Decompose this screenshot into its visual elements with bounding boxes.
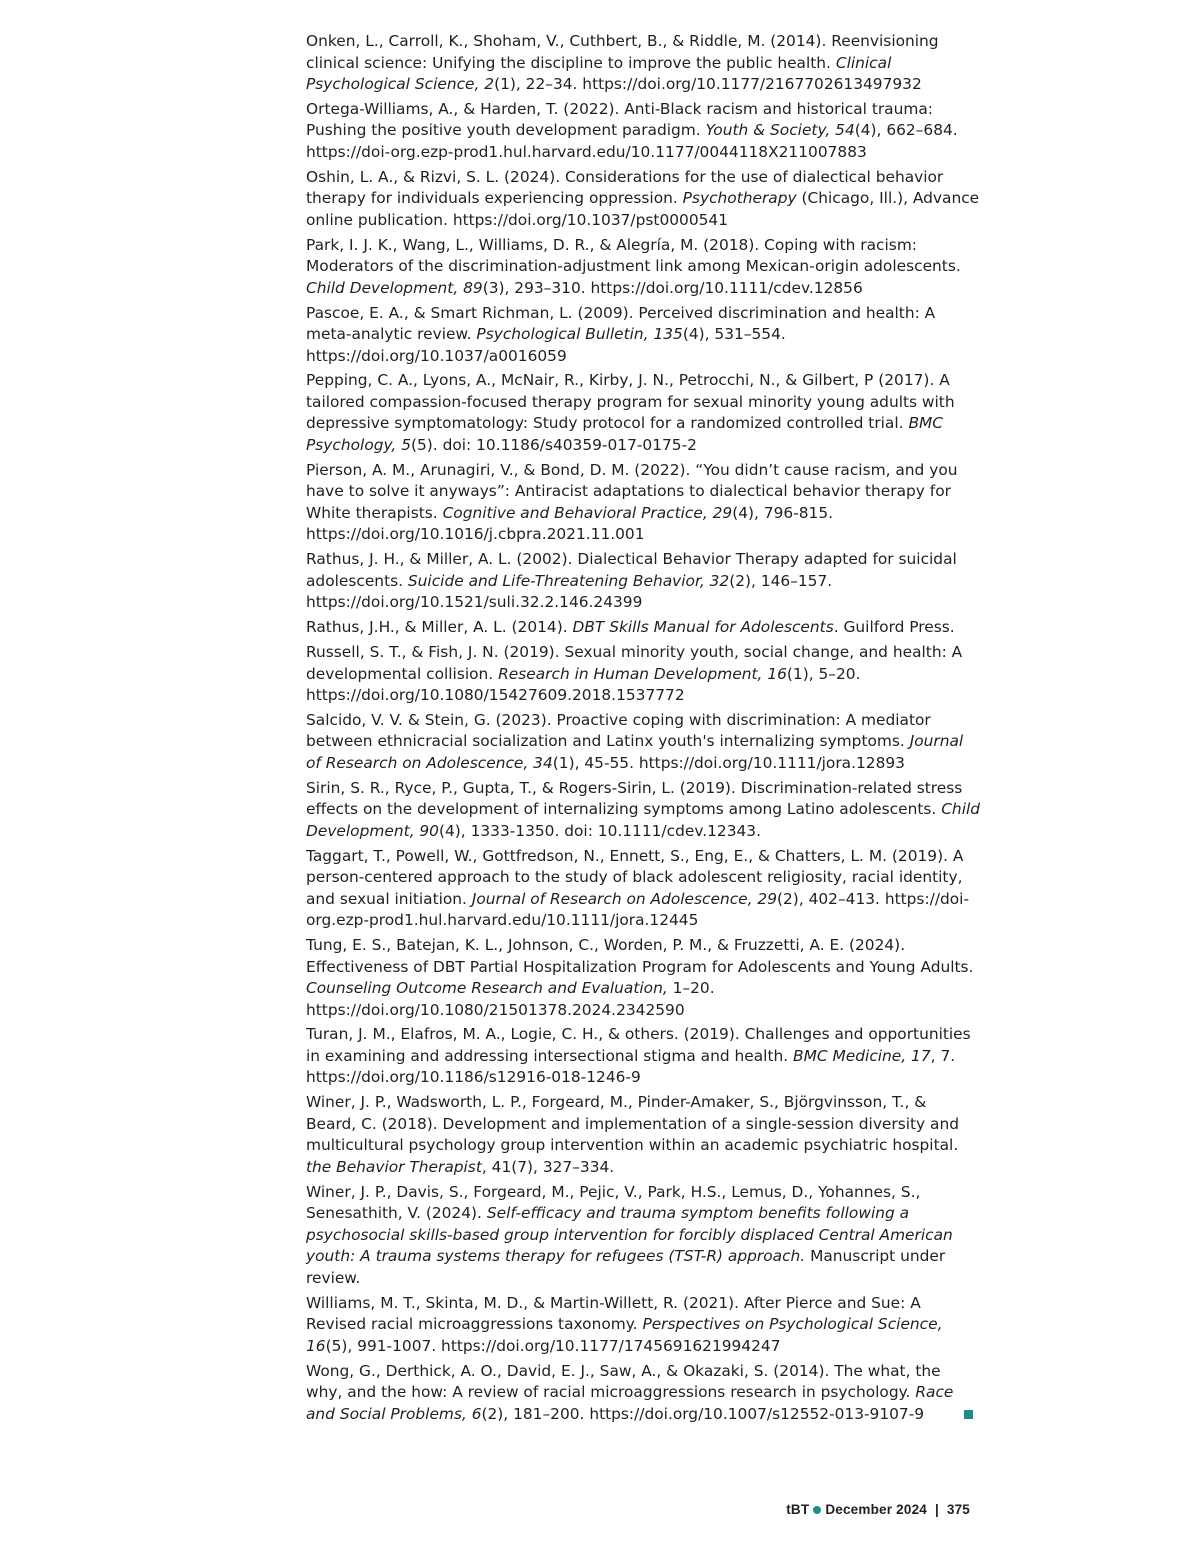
reference-source-title: Clinical Psychological Science, 2 [306, 53, 892, 93]
reference-text: , 7. https://doi.org/10.1186/s12916-018-1246-9 [306, 1046, 956, 1087]
reference-text: (1), 22–34. https://doi.org/10.1177/2167702613497932 [494, 75, 922, 93]
end-of-article-square-icon [964, 1410, 973, 1419]
reference-entry-sirin [306, 778, 980, 843]
reference-entry-pierson [306, 460, 980, 546]
reference-source-title: Child Development, 90 [306, 800, 981, 840]
reference-text: Manuscript under review. [306, 1247, 946, 1287]
reference-source-title: Journal of Research on Adolescence, 34 [306, 732, 964, 772]
footer-separator: | [934, 1502, 939, 1517]
page-footer [786, 1502, 970, 1517]
reference-entry-onken [306, 31, 980, 96]
reference-entry-rathus2002 [306, 549, 980, 614]
reference-text: , 41(7), 327–334. [481, 1157, 615, 1176]
reference-text: (5), 991-1007. https://doi.org/10.1177/1745691621994247 [325, 1336, 781, 1355]
reference-source-title: Suicide and Life-Threatening Behavior, 32 [407, 571, 730, 590]
reference-text: . Guilford Press. [833, 618, 955, 637]
reference-source-title: Self-efficacy and trauma symptom benefits following a psychosocial skills-based group intervention for forcibly displaced Central American youth: A trauma systems therapy for refugees (TST-R) approach. [306, 1204, 953, 1266]
reference-source-title: Perspectives on Psychological Science, 16 [306, 1315, 943, 1355]
reference-entry-rathus2014 [306, 617, 980, 639]
footer-dot-icon [813, 1506, 821, 1514]
reference-entry-pepping [306, 370, 980, 456]
reference-entry-pascoe [306, 303, 980, 368]
reference-entry-winer2018 [306, 1092, 980, 1178]
reference-text: Winer, J. P., Wadsworth, L. P., Forgeard, M., Pinder-Amaker, S., Björgvinsson, T., & Beard, C. (2018). Development and implementation of a single-session diversity and multicultural psychology group intervention within an academic psychiatric hospital. [306, 1093, 960, 1155]
reference-text: (2), 146–157. https://doi.org/10.1521/suli.32.2.146.24399 [306, 571, 833, 612]
reference-text: Sirin, S. R., Ryce, P., Gupta, T., & Rogers-Sirin, L. (2019). Discrimination-related stress effects on the development of internalizing symptoms among Latino adolescents. [306, 778, 963, 819]
reference-text: 1–20. https://doi.org/10.1080/21501378.2024.2342590 [306, 979, 715, 1019]
reference-text: (4), 796-815. https://doi.org/10.1016/j.cbpra.2021.11.001 [306, 503, 834, 544]
reference-entry-russell [306, 642, 980, 707]
reference-entry-winer2024 [306, 1182, 980, 1290]
reference-text: (5). doi: 10.1186/s40359-017-0175-2 [411, 435, 697, 454]
reference-text: (2), 402–413. https://doi-org.ezp-prod1.hul.harvard.edu/10.1111/jora.12445 [306, 889, 970, 930]
reference-source-title: Youth & Society, 54 [705, 121, 855, 140]
reference-entry-park [306, 235, 980, 300]
footer-issue: December 2024 [825, 1502, 927, 1517]
reference-source-title: Psychological Bulletin, 135 [476, 325, 683, 344]
reference-entry-oshin [306, 167, 980, 232]
reference-entry-salcido [306, 710, 980, 775]
reference-source-title: Journal of Research on Adolescence, 29 [471, 889, 778, 908]
reference-text: Oshin, L. A., & Rizvi, S. L. (2024). Considerations for the use of dialectical behavior therapy for individuals experiencing oppression. [306, 167, 944, 208]
reference-text: (4), 662–684. https://doi-org.ezp-prod1.hul.harvard.edu/10.1177/0044118X211007883 [306, 121, 958, 161]
footer-page-number: 375 [946, 1502, 970, 1517]
reference-text: (1), 45-55. https://doi.org/10.1111/jora.12893 [552, 753, 905, 772]
reference-list [306, 31, 980, 1428]
reference-entry-tung [306, 935, 980, 1021]
reference-text: Wong, G., Derthick, A. O., David, E. J., Saw, A., & Okazaki, S. (2014). The what, the why, and the how: A review of racial microaggressions research in psychology. [306, 1361, 941, 1402]
reference-text: Park, I. J. K., Wang, L., Williams, D. R., & Alegría, M. (2018). Coping with racism: Moderators of the discrimination-adjustment link among Mexican-origin adolescents. [306, 235, 961, 276]
reference-text: Williams, M. T., Skinta, M. D., & Martin-Willett, R. (2021). After Pierce and Sue: A Revised racial microaggressions taxonomy. [306, 1293, 921, 1334]
reference-source-title: Cognitive and Behavioral Practice, 29 [442, 503, 733, 522]
reference-entry-wong [306, 1361, 980, 1426]
reference-text: Rathus, J. H., & Miller, A. L. (2002). Dialectical Behavior Therapy adapted for suicidal adolescents. [306, 550, 957, 590]
reference-text: Onken, L., Carroll, K., Shoham, V., Cuthbert, B., & Riddle, M. (2014). Reenvisioning clinical science: Unifying the discipline to improve the public health. [306, 32, 939, 72]
reference-source-title: Psychotherapy [682, 189, 797, 208]
reference-entry-williams [306, 1293, 980, 1358]
reference-entry-taggart [306, 846, 980, 932]
reference-text: (2), 181–200. https://doi.org/10.1007/s12552-013-9107-9 [481, 1404, 925, 1423]
reference-text: Pierson, A. M., Arunagiri, V., & Bond, D. M. (2022). “You didn’t cause racism, and you have to solve it anyways”: Antiracist adaptations to dialectical behavior therapy for White therapists. [306, 460, 958, 522]
reference-text: Turan, J. M., Elafros, M. A., Logie, C. H., & others. (2019). Challenges and opportunities in examining and addressing intersectional stigma and health. [306, 1025, 971, 1065]
reference-text: Tung, E. S., Batejan, K. L., Johnson, C., Worden, P. M., & Fruzzetti, A. E. (2024). Effectiveness of DBT Partial Hospitalization Program for Adolescents and Young Adults. [306, 936, 974, 976]
reference-text: (3), 293–310. https://doi.org/10.1111/cdev.12856 [482, 278, 863, 297]
reference-text: Taggart, T., Powell, W., Gottfredson, N., Ennett, S., Eng, E., & Chatters, L. M. (2019). A person-centered approach to the study of black adolescent religiosity, racial identity, and sexual initiation. [306, 846, 964, 908]
reference-text: Pepping, C. A., Lyons, A., McNair, R., Kirby, J. N., Petrocchi, N., & Gilbert, P (2017). A tailored compassion-focused therapy program for sexual minority young adults with depressive symptomatology: Study protocol for a randomized controlled trial. [306, 371, 955, 433]
reference-text: Pascoe, E. A., & Smart Richman, L. (2009). Perceived discrimination and health: A meta-analytic review. [306, 303, 936, 344]
reference-text: (1), 5–20. https://doi.org/10.1080/15427609.2018.1537772 [306, 664, 861, 705]
reference-text: (4), 1333-1350. doi: 10.1111/cdev.12343. [438, 821, 761, 840]
reference-source-title: Counseling Outcome Research and Evaluation, [306, 979, 668, 998]
reference-source-title: BMC Medicine, 17 [793, 1046, 931, 1065]
reference-source-title: the Behavior Therapist [306, 1157, 482, 1176]
reference-text: Russell, S. T., & Fish, J. N. (2019). Sexual minority youth, social change, and health: A developmental collision. [306, 643, 963, 683]
reference-entry-ortega [306, 99, 980, 164]
reference-text: Ortega-Williams, A., & Harden, T. (2022). Anti-Black racism and historical trauma: Pushing the positive youth development paradigm. [306, 99, 933, 140]
reference-text: Rathus, J.H., & Miller, A. L. (2014). [306, 618, 573, 637]
reference-source-title: DBT Skills Manual for Adolescents [572, 618, 834, 637]
reference-source-title: Research in Human Development, 16 [498, 664, 787, 683]
reference-text: (4), 531–554. https://doi.org/10.1037/a0016059 [306, 325, 786, 365]
reference-text: Winer, J. P., Davis, S., Forgeard, M., Pejic, V., Park, H.S., Lemus, D., Yohannes, S., Senesathith, V. (2024). [306, 1182, 921, 1223]
reference-entry-turan [306, 1024, 980, 1089]
footer-journal: tBT [786, 1502, 810, 1517]
reference-text: (Chicago, Ill.), Advance online publication. https://doi.org/10.1037/pst0000541 [306, 189, 980, 229]
reference-source-title: Child Development, 89 [306, 278, 483, 297]
reference-source-title: BMC Psychology, 5 [306, 414, 944, 454]
reference-text: Salcido, V. V. & Stein, G. (2023). Proactive coping with discrimination: A mediator between ethnicracial socialization and Latinx youth's internalizing symptoms. [306, 710, 931, 751]
reference-source-title: Race and Social Problems, 6 [306, 1383, 954, 1423]
